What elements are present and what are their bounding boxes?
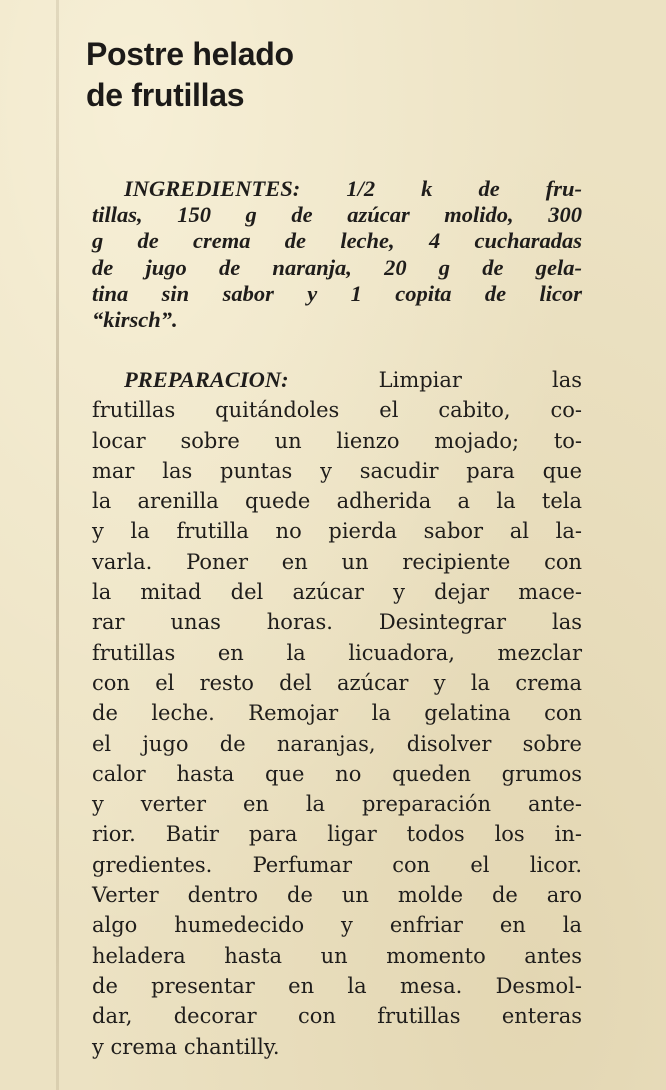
preparation-line: heladera hasta un momento antes xyxy=(92,943,582,968)
preparation-line: con el resto del azúcar y la crema xyxy=(92,670,582,695)
preparation-line: de presentar en la mesa. Desmol- xyxy=(92,973,582,998)
preparation-line: rar unas horas. Desintegrar las xyxy=(92,610,582,635)
ingredients-paragraph xyxy=(92,176,582,333)
ingredients-line: de jugo de naranja, 20 g de gela- xyxy=(92,254,582,280)
ingredients-line: tina sin sabor y 1 copita de licor xyxy=(92,280,582,306)
preparation-line: calor hasta que no queden grumos xyxy=(92,761,582,786)
preparation-line xyxy=(92,365,582,395)
preparation-line: algo humedecido y enfriar en la xyxy=(92,913,582,938)
ingredients-line: tillas, 150 g de azúcar molido, 300 xyxy=(92,202,582,228)
preparation-label: PREPARACION: xyxy=(124,367,289,392)
preparation-text: Limpiar las xyxy=(288,368,582,392)
preparation-line: gredientes. Perfumar con el licor. xyxy=(92,852,582,877)
ingredients-text: 1/2 k de fru- xyxy=(300,176,582,201)
ingredients-line: g de crema de leche, 4 cucharadas xyxy=(92,228,582,254)
preparation-line: la mitad del azúcar y dejar mace- xyxy=(92,580,582,605)
title-line-1: Postre helado xyxy=(86,36,294,72)
preparation-line: varla. Poner en un recipiente con xyxy=(92,549,582,574)
preparation-line: y crema chantilly. xyxy=(92,1034,280,1059)
preparation-line: locar sobre un lienzo mojado; to- xyxy=(92,428,582,453)
preparation-paragraph xyxy=(92,365,582,1062)
preparation-line: el jugo de naranjas, disolver sobre xyxy=(92,731,582,756)
preparation-line: y verter en la preparación ante- xyxy=(92,792,582,817)
preparation-line: rior. Batir para ligar todos los in- xyxy=(92,822,582,847)
preparation-line: mar las puntas y sacudir para que xyxy=(92,458,582,483)
title-line-2: de frutillas xyxy=(86,77,245,113)
preparation-line: y la frutilla no pierda sabor al la- xyxy=(92,519,582,544)
preparation-line: Verter dentro de un molde de aro xyxy=(92,883,582,908)
ingredients-label: INGREDIENTES: xyxy=(124,176,301,201)
preparation-line: dar, decorar con frutillas enteras xyxy=(92,1004,582,1029)
preparation-line: de leche. Remojar la gelatina con xyxy=(92,701,582,726)
recipe-title xyxy=(86,34,294,116)
preparation-line: frutillas quitándoles el cabito, co- xyxy=(92,398,582,423)
preparation-line: la arenilla quede adherida a la tela xyxy=(92,489,582,514)
ingredients-line: “kirsch”. xyxy=(92,307,178,333)
ingredients-line xyxy=(92,176,582,202)
preparation-line: frutillas en la licuadora, mezclar xyxy=(92,640,582,665)
column-rule xyxy=(56,0,59,1090)
